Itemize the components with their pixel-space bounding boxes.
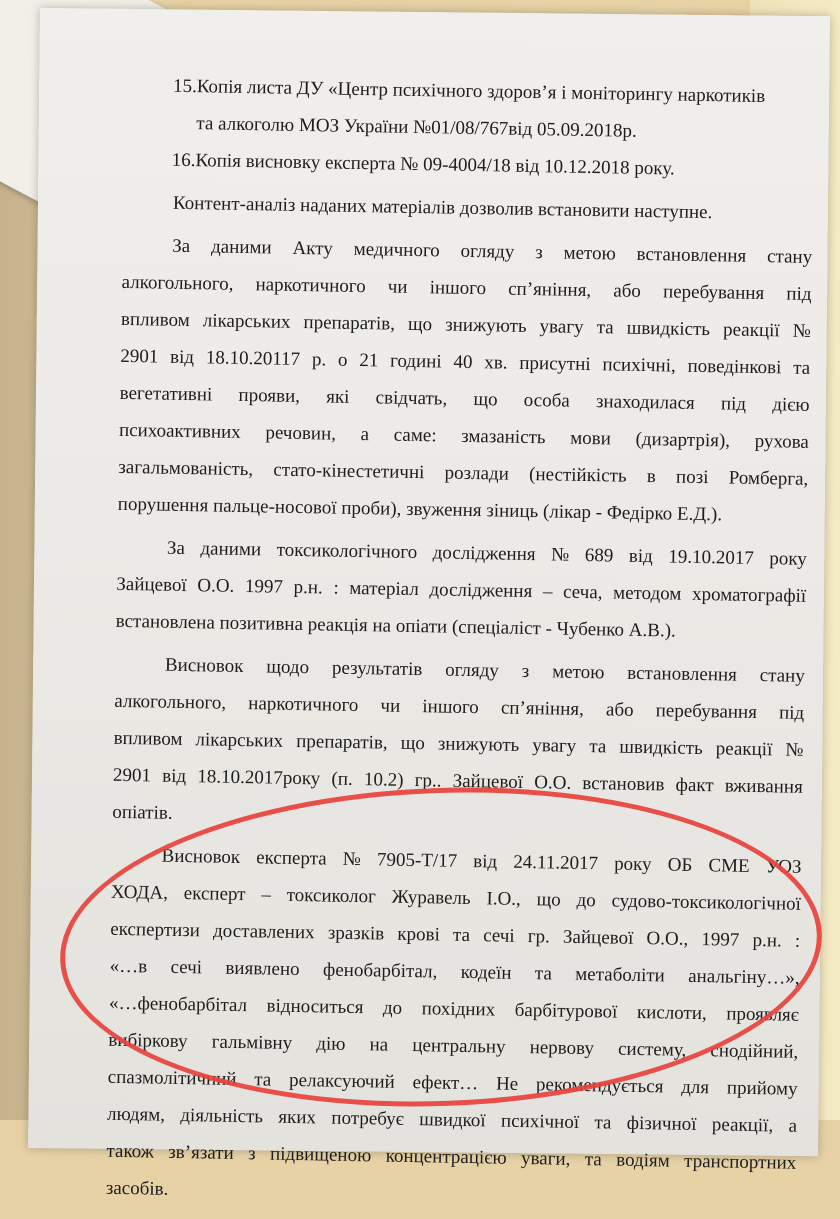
text-line: За даними Акту медичного огляду з метою встановлення стану [172, 235, 813, 268]
text-line: вибіркову гальмівну дію на центральну нервову систему, снодійний, [108, 1029, 799, 1063]
text-line: впливом лікарських препаратів, що знижують увагу та швидкість реакції № [120, 308, 812, 342]
text-line: За даними токсикологічного дослідження № 689 від 19.10.2017 року [166, 537, 808, 570]
text-line: 16.Копія висновку експерта № 09-4004/18 від 10.12.2018 року. [171, 149, 675, 180]
text-line: опіатів. [112, 801, 173, 824]
text-line: «…фенобарбітал відноситься до похідних барбітурової кислоти, проявляє [108, 992, 800, 1026]
text-line: Висновок щодо результатів огляду з метою встановлення стану [164, 654, 805, 687]
text-line: психоактивних речовин, а саме: змазаність мови (дизартрія), рухова [118, 419, 810, 453]
text-line: загальмованість, стато-кінестетичні розлади (нестійкість в позі Ромберга, [118, 456, 809, 490]
text-line: спазмолітичний та релаксуючий ефект… Не рекомендується для прийому [107, 1066, 798, 1100]
text-line: Контент-аналіз наданих матеріалів дозволив встановити наступне. [172, 192, 713, 224]
text-line: ХОДА, експерт – токсиколог Журавель І.О., що до судово-токсикологічної [110, 881, 802, 915]
text-line: впливом лікарських препаратів, що знижують увагу та швидкість реакції № [113, 727, 804, 761]
text-line: засобів. [105, 1177, 169, 1200]
text-line: 2901 від 18.10.2017року (п. 10.2) гр.. Зайцевої О.О. встановив факт вживання [112, 764, 803, 798]
text-line: 15.Копія листа ДУ «Центр психічного здоров’я і моніторингу наркотиків [172, 75, 766, 108]
text-line: людям, діяльність яких потребує швидкої психічної та фізичної реакції, а [106, 1103, 798, 1137]
text-line: встановлена позитивна реакція на опіати (спеціаліст - Чубенко А.В.). [115, 610, 676, 642]
text-line: також зв’язати з підвищеною концентрацією уваги, та водіям транспортних [106, 1140, 797, 1174]
text-line: «…в сечі виявлено фенобарбітал, кодеїн та метаболіти анальгіну…», [109, 955, 800, 989]
text-line: Зайцевої О.О. 1997 р.н. : матеріал дослідження – сеча, методом хроматографії [116, 573, 807, 607]
text-line: 2901 від 18.10.20117 р. о 21 годині 40 хв. присутні психічні, поведінкові та [120, 345, 811, 379]
text-line: вегетативні прояви, які свідчать, що особа знаходилася під дією [119, 382, 810, 416]
text-line: Висновок експерта № 7905-Т/17 від 24.11.2017 року ОБ СМЕ УОЗ [161, 845, 802, 878]
text-line: та алкоголю МОЗ України №01/08/767від 05.09.2018р. [196, 113, 637, 142]
text-line: алкогольного, наркотичного чи іншого сп’яніння, або перебування під [121, 271, 812, 305]
text-line: порушення пальце-носової проби), звуження зіниць (лікар - Федірко Е.Д.). [117, 493, 723, 526]
text-line: експертизи доставлених зразків крові та сечі гр. Зайцевої О.О., 1997 р.н. : [110, 918, 801, 952]
text-line: алкогольного, наркотичного чи іншого сп’яніння, або перебування під [114, 690, 805, 724]
